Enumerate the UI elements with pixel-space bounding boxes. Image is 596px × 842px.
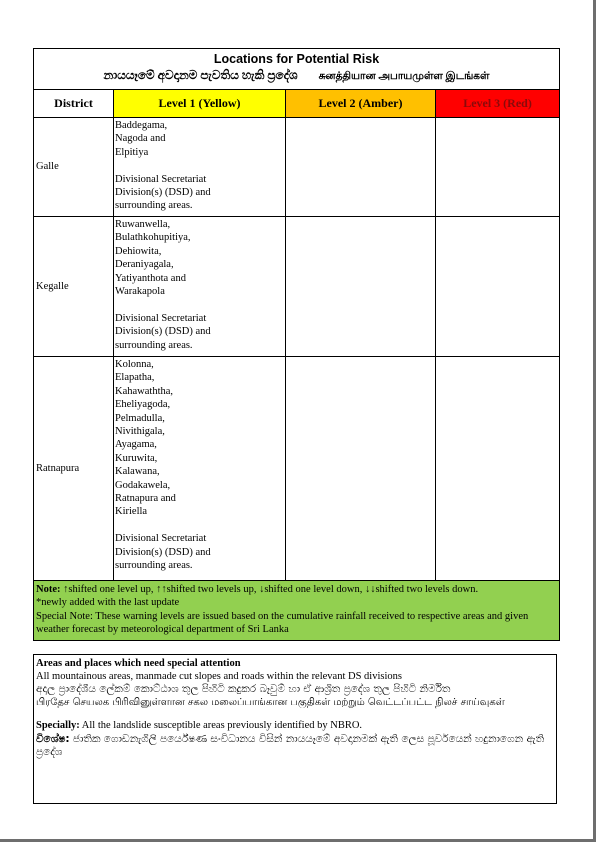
level-2-cell xyxy=(286,357,436,581)
dsd-text: Divisional Secretariat xyxy=(115,312,207,324)
table-row xyxy=(34,357,560,581)
level-3-cell xyxy=(436,118,560,217)
table-row xyxy=(34,217,560,357)
vishesha-line xyxy=(36,733,554,759)
place-name: Pelmadulla, xyxy=(115,412,165,424)
place-name: Ayagama, xyxy=(115,439,157,451)
dsd-text: Division(s) (DSD) and xyxy=(115,326,211,338)
vishesha-text: ජාතික ගොඩනැගිලි පර්යේෂණ සංවිධානය විසින් නායයෑමේ අවදානමක් ඇති ලෙස පූර්වයෙන් හදුනාගෙන ඇති ප්‍රදේශ xyxy=(36,732,545,758)
place-name: Nagoda and xyxy=(115,133,166,145)
special-attention-box xyxy=(33,654,557,804)
specially-text: All the landslide susceptible areas previously identified by NBRO. xyxy=(79,720,363,731)
place-name: Yatiyanthota and xyxy=(115,272,186,284)
table-title xyxy=(34,49,560,90)
vishesha-label: විශේෂ: xyxy=(36,732,70,745)
place-name: Bulathkohupitiya, xyxy=(115,232,191,244)
table-title-sinhala: නායයෑමේ අවදානම පැවතිය හැකි ප්‍රදේශ xyxy=(103,68,298,83)
header-level-1-yellow: Level 1 (Yellow) xyxy=(114,90,286,118)
district-cell: Kegalle xyxy=(34,217,114,357)
level-1-cell xyxy=(114,217,286,357)
table-header-row xyxy=(34,90,560,118)
place-name: Kalawana, xyxy=(115,466,160,478)
header-level-3-red: Level 3 (Red) xyxy=(436,90,560,118)
note-arrows-text: ↑shifted one level up, ↑↑shifted two levels up, ↓shifted one level down, ↓↓shifted two levels down. xyxy=(60,584,479,595)
place-name: Warakapola xyxy=(115,286,165,298)
level-1-cell xyxy=(114,118,286,217)
level-2-cell xyxy=(286,118,436,217)
note-newly-added: *newly added with the last update xyxy=(36,597,180,609)
dsd-text: Divisional Secretariat xyxy=(115,533,207,545)
dsd-text: surrounding areas. xyxy=(115,200,193,212)
place-name: Nivithigala, xyxy=(115,426,165,438)
specially-line xyxy=(36,720,554,733)
risk-locations-table xyxy=(33,48,560,641)
level-3-cell xyxy=(436,357,560,581)
place-name: Kolonna, xyxy=(115,359,154,370)
specially-label: Specially: xyxy=(36,720,80,731)
place-name: Baddegama, xyxy=(115,120,168,131)
note-cell xyxy=(34,581,560,641)
header-level-2-amber: Level 2 (Amber) xyxy=(286,90,436,118)
note-label: Note: xyxy=(36,584,61,595)
place-name: Deraniyagala, xyxy=(115,259,174,271)
attention-line-english: All mountainous areas, manmade cut slopes and roads within the relevant DS divisions xyxy=(36,670,402,682)
place-name: Ratnapura and xyxy=(115,493,176,505)
table-title-english: Locations for Potential Risk xyxy=(213,52,380,66)
dsd-text: surrounding areas. xyxy=(115,339,193,351)
level-2-cell xyxy=(286,217,436,357)
level-3-cell xyxy=(436,217,560,357)
district-cell: Galle xyxy=(34,118,114,217)
attention-heading: Areas and places which need special attention xyxy=(36,658,241,669)
place-name: Kiriella xyxy=(115,506,148,518)
place-name: Godakawela, xyxy=(115,479,171,491)
note-special: Special Note: These warning levels are issued based on the cumulative rainfall received to respective areas and given weather forecast by meteorological department of Sri Lanka xyxy=(36,610,529,636)
dsd-text: Division(s) (DSD) and xyxy=(115,546,211,558)
attention-line-sinhala: අදාල ප්‍රාදේශීය ලේකම් කොට්ඨාශ තුල පිහිටි කදුකර බෑවුම් හා ඒ ආශ්‍රිත ප්‍රදේශ තුල පිහිටි නිර්මිත xyxy=(36,683,451,695)
place-name: Kuruwita, xyxy=(115,452,158,464)
place-name: Eheliyagoda, xyxy=(115,399,171,411)
table-title-tamil: சுனத்தியான அபாயமுள்ள இடங்கள் xyxy=(318,71,490,83)
header-district: District xyxy=(34,90,114,118)
place-name: Kahawaththa, xyxy=(115,385,174,397)
level-1-cell xyxy=(114,357,286,581)
table-row xyxy=(34,118,560,217)
place-name: Elapatha, xyxy=(115,372,155,384)
attention-line-tamil: பிரதேச செயலக பிரிவினுள்ளான சகல மலைப்பாங்கான பகுதிகள் மற்றும் வெட்டப்பட்ட நிலச் சாய்வுகள் xyxy=(36,697,505,708)
dsd-text: Divisional Secretariat xyxy=(115,173,207,185)
place-name: Ruwanwella, xyxy=(115,219,171,230)
place-name: Dehiowita, xyxy=(115,245,162,257)
dsd-text: Division(s) (DSD) and xyxy=(115,187,211,199)
district-cell: Ratnapura xyxy=(34,357,114,581)
place-name: Elpitiya xyxy=(115,146,149,158)
dsd-text: surrounding areas. xyxy=(115,560,193,572)
